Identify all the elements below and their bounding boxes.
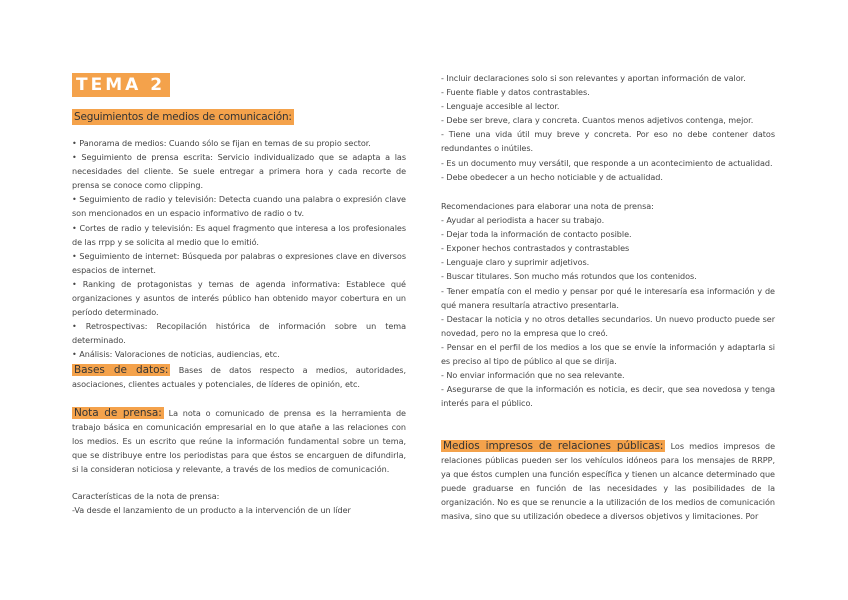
section-heading-seguimientos: Seguimientos de medios de comunicación: (74, 111, 292, 123)
list-item: - Incluir declaraciones solo si son relevantes y aportan información de valor. (441, 73, 746, 83)
list-item: - Lenguaje accesible al lector. (441, 101, 560, 112)
caracteristicas-heading: Características de la nota de prensa: (72, 491, 220, 501)
list-item: • Cortes de radio y televisión: Es aquel fragmento que interesa a los profesionales de las rrpp y se solicita al medio que lo emitió. (72, 222, 406, 247)
list-item: - Ayudar al periodista a hacer su trabajo. (441, 215, 605, 226)
list-item: - Fuente fiable y datos contrastables. (441, 87, 590, 98)
recomendaciones-block (441, 199, 775, 410)
bases-de-datos-heading: Bases de datos: (74, 364, 169, 376)
list-item: - Pensar en el perfil de los medios a los que se envíe la información y adaptarla si es preciso al tipo de público al que se dirija. (441, 341, 775, 367)
nota-de-prensa-text: La nota o comunicado de prensa es la herramienta de trabajo básica en comunicación empresarial en lo que atañe a las relaciones con los medios. Es un escrito que reúne la información fundamental sobre un tema, que se distribuye entre los periodistas para que éstos se encarguen de difundirla, si la consideran noticiosa y relevante, a través de los medios de comunicación. (72, 408, 406, 475)
caracteristicas-block (72, 489, 406, 517)
list-item: - Debe obedecer a un hecho noticiable y de actualidad. (441, 171, 663, 182)
caracteristicas-list (441, 71, 775, 184)
nota-de-prensa-paragraph (72, 406, 406, 476)
list-item: -Va desde el lanzamiento de un producto a la intervención de un líder (72, 505, 351, 516)
bases-de-datos-paragraph (72, 363, 406, 391)
list-item: - Exponer hechos contrastados y contrastables (441, 243, 630, 254)
list-item: - Asegurarse de que la información es noticia, es decir, que sea novedosa y tenga interés para el público. (441, 384, 775, 409)
bases-de-datos-text: Bases de datos respecto a medios, autoridades, asociaciones, clientes actuales y potenciales, de líderes de opinión, etc. (72, 365, 406, 390)
medios-impresos-text: Los medios impresos de relaciones públicas pueden ser los vehículos idóneos para los mensajes de RRPP, ya que éstos cumplen una función específica y tienen un alcance determinado que puede graduarse en función de las necesidades y las posibilidades de la organización. No es que se renuncie a la utilización de los medios de comunicación masiva, sino que su utilización obedece a diversos objetivos y limitaciones. Por (441, 441, 775, 522)
list-item: - Destacar la noticia y no otros detalles secundarios. Un nuevo producto puede ser novedad, pero no la empresa que lo creó. (441, 313, 775, 338)
medios-impresos-paragraph (441, 439, 775, 524)
list-item: • Retrospectivas: Recopilación histórica de información sobre un tema determinado. (72, 321, 406, 346)
recomendaciones-heading: Recomendaciones para elaborar una nota de prensa: (441, 201, 654, 211)
list-item: • Seguimiento de radio y televisión: Detecta cuando una palabra o expresión clave son mencionados en un espacio informativo de radio o tv. (72, 194, 406, 219)
list-item: • Panorama de medios: Cuando sólo se fijan en temas de su propio sector. (72, 138, 371, 148)
bullet-list (72, 136, 406, 362)
page-title: TEMA 2 (72, 73, 170, 97)
nota-de-prensa-heading: Nota de prensa: (74, 407, 162, 419)
list-item: - Lenguaje claro y suprimir adjetivos. (441, 257, 590, 268)
list-item: - Tiene una vida útil muy breve y concreta. Por eso no debe contener datos redundantes o inútiles. (441, 129, 775, 154)
list-item: • Análisis: Valoraciones de noticias, audiencias, etc. (72, 349, 280, 360)
list-item: - Debe ser breve, clara y concreta. Cuantos menos adjetivos contenga, mejor. (441, 115, 754, 126)
list-item: - Dejar toda la información de contacto posible. (441, 229, 632, 240)
list-item: - Es un documento muy versátil, que responde a un acontecimiento de actualidad. (441, 157, 773, 168)
list-item: • Seguimiento de prensa escrita: Servicio individualizado que se adapta a las necesidades del cliente. Se suele entregar a primera hora y cada recorte de prensa se conoce como clipping. (72, 152, 406, 191)
list-item: - Tener empatía con el medio y pensar por qué le interesaría esa información y de qué manera resultaría atractivo presentarla. (441, 285, 775, 310)
list-item: • Ranking de protagonistas y temas de agenda informativa: Establece qué organizaciones y asuntos de interés público han obtenido mayor cobertura en un período determinado. (72, 278, 406, 318)
list-item: - Buscar titulares. Son mucho más rotundos que los contenidos. (441, 271, 697, 282)
medios-impresos-heading: Medios impresos de relaciones públicas: (443, 440, 664, 452)
list-item: - No enviar información que no sea relevante. (441, 370, 625, 381)
list-item: • Seguimiento de internet: Búsqueda por palabras o expresiones clave en diversos espacios de internet. (72, 250, 406, 275)
